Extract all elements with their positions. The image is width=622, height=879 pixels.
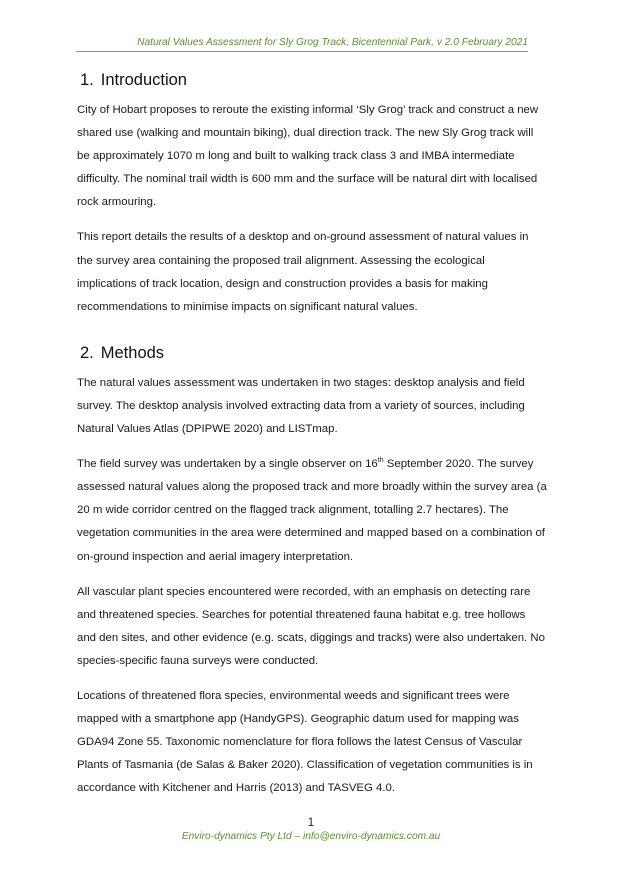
section-heading-introduction: [77, 66, 547, 94]
paragraph: City of Hobart proposes to reroute the existing informal ‘Sly Grog’ track and construct a new shared use (walking and mountain biking), dual direction track. The new Sly Grog track will be approximately 1070 m long and built to walking track class 3 and IMBA intermediate difficulty. The nominal trail width is 600 mm and the surface will be natural dirt with localised rock armouring.: [77, 104, 539, 209]
section-heading-methods: [77, 339, 547, 367]
paragraph-text: September 2020. The survey assessed natural values along the proposed track and more broadly within the survey area (a 20 m wide corridor centred on the flagged track alignment, totalling 2.7 hectares). The vegetation communities in the area were determined and mapped based on a combination of on-ground inspection and aerial imagery interpretation.: [77, 458, 547, 563]
running-footer: Enviro-dynamics Pty Ltd – info@enviro-dynamics.com.au: [181, 831, 441, 842]
paragraph: Locations of threatened flora species, environmental weeds and significant trees were mapped with a smartphone app (HandyGPS). Geographic datum used for mapping was GDA94 Zone 55. Taxonomic nomenclature for flora follows the latest Census of Vascular Plants of Tasmania (de Salas & Baker 2020). Classification of vegetation communities is in accordance with Kitchener and Harris (2013) and TASVEG 4.0.: [77, 689, 533, 795]
paragraph-text: The field survey was undertaken by a single observer on 16: [77, 458, 378, 471]
paragraph: All vascular plant species encountered were recorded, with an emphasis on detecting rare and threatened species. Searches for potential threatened fauna habitat e.g. tree hollows and den sites, and other evidence (e.g. scats, diggings and tracks) were also undertaken. No species-specific fauna surveys were conducted.: [77, 585, 545, 667]
section-number: 1.: [80, 71, 94, 89]
paragraph: This report details the results of a desktop and on-ground assessment of natural values in the survey area containing the proposed trail alignment. Assessing the ecological implications of track location, design and construction provides a basis for making recommendations to minimise impacts on significant natural values.: [77, 231, 529, 313]
document-body: [77, 66, 547, 812]
section-title: Methods: [100, 343, 165, 362]
ordinal-suffix: th: [377, 457, 384, 465]
running-header: Natural Values Assessment for Sly Grog Track, Bicentennial Park, v 2.0 February 2021: [137, 37, 528, 48]
page-number: 1: [307, 817, 315, 829]
paragraph: [77, 453, 547, 568]
section-number: 2.: [80, 343, 94, 362]
paragraph: The natural values assessment was undertaken in two stages: desktop analysis and field survey. The desktop analysis involved extracting data from a variety of sources, including Natural Values Atlas (DPIPWE 2020) and LISTmap.: [77, 376, 525, 436]
header-divider: [76, 51, 528, 52]
section-title: Introduction: [100, 71, 187, 89]
